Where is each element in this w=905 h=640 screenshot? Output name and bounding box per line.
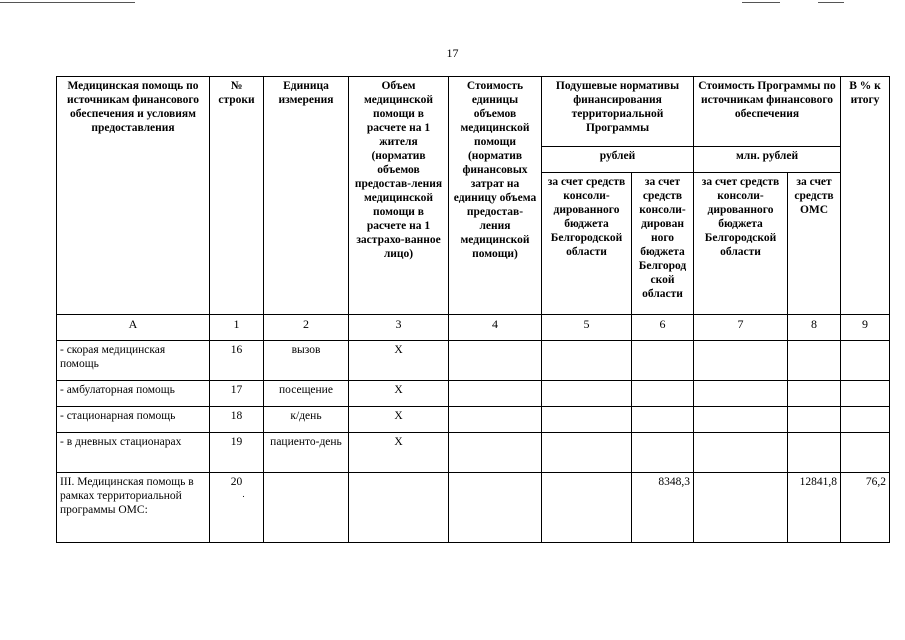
scan-edge-line — [818, 2, 844, 3]
page-number: 17 — [446, 46, 459, 60]
row-line-number: 17 — [210, 381, 264, 407]
row-unit-cost — [449, 407, 542, 433]
table-row — [57, 433, 890, 473]
row-col-6 — [632, 433, 694, 473]
row-col-9 — [841, 381, 890, 407]
row-unit-cost — [449, 433, 542, 473]
row-unit-cost — [449, 341, 542, 381]
row-line-number: 16 — [210, 341, 264, 381]
row-line-number: 20 — [230, 476, 243, 488]
row-col-5 — [542, 341, 632, 381]
row-col-7 — [694, 473, 788, 543]
row-unit: посещение — [264, 381, 349, 407]
column-number: 3 — [349, 315, 449, 341]
column-number: 7 — [694, 315, 788, 341]
scan-edge-line — [742, 2, 780, 3]
header-col-6: за счет средств консоли-дирован ного бюджета Белгород ской области — [632, 173, 694, 315]
header-percent-total: В % к итогу — [841, 77, 890, 315]
row-col-8 — [788, 341, 841, 381]
row-col-8: 12841,8 — [788, 473, 841, 543]
column-number: А — [57, 315, 210, 341]
row-unit-cost — [449, 473, 542, 543]
row-unit — [264, 473, 349, 543]
row-col-5 — [542, 407, 632, 433]
row-col-6: 8348,3 — [632, 473, 694, 543]
row-volume: X — [349, 381, 449, 407]
row-care-type: - в дневных стационарах — [57, 433, 210, 473]
row-col-9 — [841, 433, 890, 473]
column-number: 1 — [210, 315, 264, 341]
table-row — [57, 407, 890, 433]
row-col-5 — [542, 473, 632, 543]
row-col-9 — [841, 341, 890, 381]
row-col-7 — [694, 381, 788, 407]
header-care-type: Медицинская помощь по источникам финансового обеспечения и условиям предоставления — [57, 77, 210, 315]
row-volume: X — [349, 407, 449, 433]
column-number: 4 — [449, 315, 542, 341]
row-line-number: 19 — [210, 433, 264, 473]
table-row — [57, 473, 890, 543]
row-col-6 — [632, 381, 694, 407]
header-volume: Объем медицинской помощи в расчете на 1 жителя (норматив объемов предостав-ления медицинской помощи в расчете на 1 застрахо-ванное лицо) — [349, 77, 449, 315]
header-line-number: № строки — [210, 77, 264, 315]
row-col-8 — [788, 407, 841, 433]
column-number: 2 — [264, 315, 349, 341]
medical-care-table — [56, 76, 890, 543]
row-unit: к/день — [264, 407, 349, 433]
row-col-8 — [788, 433, 841, 473]
table-row — [57, 341, 890, 381]
column-number: 6 — [632, 315, 694, 341]
header-per-capita-group: Подушевые нормативы финансирования территориальной Программы — [542, 77, 694, 147]
row-unit-cost — [449, 381, 542, 407]
row-volume: X — [349, 341, 449, 381]
row-unit: вызов — [264, 341, 349, 381]
header-unit-cost: Стоимость единицы объемов медицинской помощи (норматив финансовых затрат на единицу объема предостав-ления медицинской помощи) — [449, 77, 542, 315]
header-col-5: за счет средств консоли-дированного бюджета Белгородской области — [542, 173, 632, 315]
row-col-6 — [632, 407, 694, 433]
header-col-8: за счет средств ОМС — [788, 173, 841, 315]
row-col-9 — [841, 407, 890, 433]
row-care-type: - амбулаторная помощь — [57, 381, 210, 407]
row-col-9: 76,2 — [841, 473, 890, 543]
row-line-mark: . — [242, 489, 245, 499]
header-program-cost-group: Стоимость Программы по источникам финансового обеспечения — [694, 77, 841, 147]
row-col-7 — [694, 433, 788, 473]
row-col-6 — [632, 341, 694, 381]
column-numbering-row — [57, 315, 890, 341]
header-col-7: за счет средств консоли-дированного бюджета Белгородской области — [694, 173, 788, 315]
row-care-type: - скорая медицинская помощь — [57, 341, 210, 381]
row-volume: X — [349, 433, 449, 473]
row-col-5 — [542, 433, 632, 473]
header-unit-million-rubles: млн. рублей — [694, 147, 841, 173]
row-volume — [349, 473, 449, 543]
row-line-number-cell — [210, 473, 264, 543]
row-col-7 — [694, 407, 788, 433]
column-number: 5 — [542, 315, 632, 341]
header-unit: Единица измерения — [264, 77, 349, 315]
row-col-5 — [542, 381, 632, 407]
scan-edge-line — [0, 2, 135, 3]
row-col-8 — [788, 381, 841, 407]
header-unit-rubles: рублей — [542, 147, 694, 173]
table-row — [57, 381, 890, 407]
row-unit: пациенто-день — [264, 433, 349, 473]
row-care-type: - стационарная помощь — [57, 407, 210, 433]
column-number: 8 — [788, 315, 841, 341]
row-col-7 — [694, 341, 788, 381]
row-line-number: 18 — [210, 407, 264, 433]
column-number: 9 — [841, 315, 890, 341]
row-care-type: III. Медицинская помощь в рамках территориальной программы ОМС: — [57, 473, 210, 543]
